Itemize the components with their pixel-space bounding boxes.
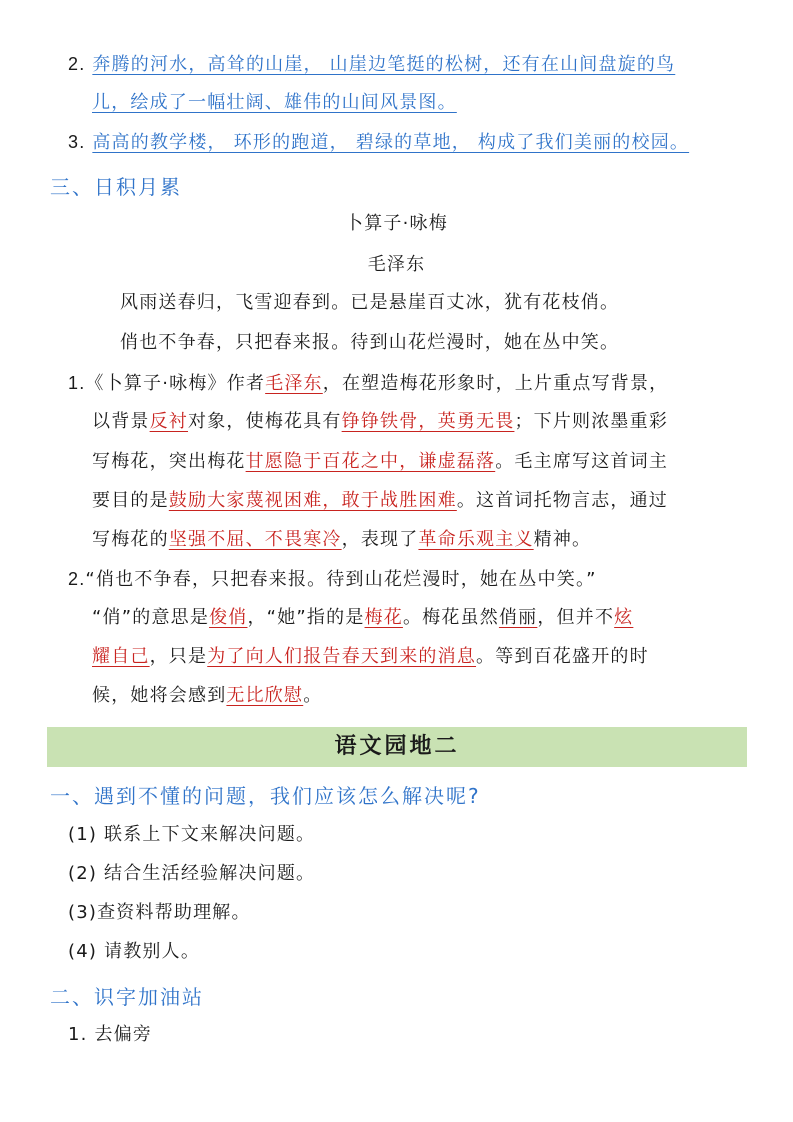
section-1-heading: 一、遇到不懂的问题，我们应该怎么解决呢? — [50, 784, 481, 808]
q2-text: 。 — [303, 685, 323, 706]
q2-text: ，“她”指的是 — [247, 607, 365, 628]
q1-answer-purpose: 鼓励大家蔑视困难，敢于战胜困难 — [168, 490, 457, 511]
section-1-item-4: (4) 请教别人。 — [68, 941, 201, 962]
section-1-item-2: (2) 结合生活经验解决问题。 — [68, 863, 316, 884]
sentence-2-text-1: 奔腾的河水，高耸的山崖， 山崖边笔挺的松树，还有在山间盘旋的鸟 — [92, 54, 676, 75]
section-1-item-3: (3)查资料帮助理解。 — [68, 902, 251, 923]
q1-text: 。毛主席写这首词主 — [495, 451, 669, 472]
q1-text: 对象，使梅花具有 — [188, 411, 342, 432]
q2-text: 。等到百花盛开的时 — [476, 646, 649, 667]
sentence-2-number: 2. — [68, 54, 86, 74]
q1-text: 要目的是 — [92, 490, 169, 511]
q1-answer-highlight: 甘愿隐于百花之中，谦虚磊落 — [245, 451, 496, 472]
q2-line-2 — [92, 606, 633, 630]
q1-number: 1. — [68, 373, 86, 393]
sentence-3-text: 高高的教学楼， 环形的跑道， 碧绿的草地， 构成了我们美丽的校园。 — [92, 132, 690, 153]
q2-text: 候，她将会感到 — [92, 685, 227, 706]
section-2-item-1: 1. 去偏旁 — [68, 1024, 153, 1045]
q1-answer-traits: 坚强不屈、不畏寒冷 — [168, 529, 342, 550]
section-2-heading: 二、识字加油站 — [50, 985, 204, 1009]
q1-line-3 — [92, 450, 668, 474]
poem-title: 卜算子·咏梅 — [345, 213, 448, 234]
sentence-3-number: 3. — [68, 132, 86, 152]
q2-line-1 — [68, 567, 597, 592]
sentence-2-line-1 — [68, 52, 675, 77]
q2-answer-show-off-part1: 炫 — [614, 607, 634, 628]
poem-author: 毛泽东 — [367, 254, 426, 275]
sentence-2-text-2: 儿，绘成了一幅壮阔、雄伟的山间风景图。 — [92, 92, 457, 113]
q2-text: ，但并不 — [537, 607, 615, 628]
sentence-2-line-2 — [92, 91, 457, 115]
q2-answer-purpose: 为了向人们报告春天到来的消息 — [207, 646, 477, 667]
q1-text: ，在塑造梅花形象时，上片重点写背景， — [322, 373, 669, 394]
poem-line-1: 风雨送春归，飞雪迎春到。已是悬崖百丈冰，犹有花枝俏。 — [120, 292, 620, 313]
q1-text: ，表现了 — [341, 529, 419, 550]
q1-answer-author: 毛泽东 — [265, 373, 323, 394]
sentence-3-line — [68, 130, 689, 155]
q2-line-4 — [92, 684, 322, 708]
q1-answer-spirit: 革命乐观主义 — [418, 529, 534, 550]
section-banner-title: 语文园地二 — [47, 727, 747, 767]
q1-text: 。这首词托物言志，通过 — [456, 490, 669, 511]
q1-line-5 — [92, 528, 591, 552]
q2-text: ，只是 — [149, 646, 208, 667]
q2-line-3 — [92, 645, 649, 669]
q2-quote: “俏也不争春，只把春来报。待到山花烂漫时，她在丛中笑。” — [85, 569, 597, 590]
q2-answer-feeling: 无比欣慰 — [226, 685, 304, 706]
q2-answer-meaning: 俊俏 — [209, 607, 248, 628]
q1-text: 精神。 — [533, 529, 592, 550]
q1-line-4 — [92, 489, 668, 513]
q2-text: “俏”的意思是 — [92, 607, 210, 628]
q2-answer-show-off-part2: 耀自己 — [92, 646, 150, 667]
poem-line-2: 俏也不争春，只把春来报。待到山花烂漫时，她在丛中笑。 — [120, 332, 620, 353]
section-1-item-1: (1) 联系上下文来解决问题。 — [68, 824, 316, 845]
q1-text: 《卜算子·咏梅》作者 — [85, 373, 266, 394]
q1-text: ；下片则浓墨重彩 — [514, 411, 669, 432]
q1-text: 写梅花的 — [92, 529, 169, 550]
q1-line-1 — [68, 371, 668, 396]
q1-text: 写梅花，突出梅花 — [92, 451, 246, 472]
q2-answer-pretty: 俏丽 — [498, 607, 538, 628]
q2-text: 。梅花虽然 — [402, 607, 499, 628]
q2-number: 2. — [68, 569, 86, 589]
q1-answer-qualities: 铮铮铁骨，英勇无畏 — [341, 411, 515, 432]
q1-answer-contrast: 反衬 — [149, 411, 189, 432]
q2-answer-she: 梅花 — [364, 607, 403, 628]
section-3-heading: 三、日积月累 — [50, 175, 182, 199]
q1-text: 以背景 — [92, 411, 150, 432]
q1-line-2 — [92, 410, 668, 434]
